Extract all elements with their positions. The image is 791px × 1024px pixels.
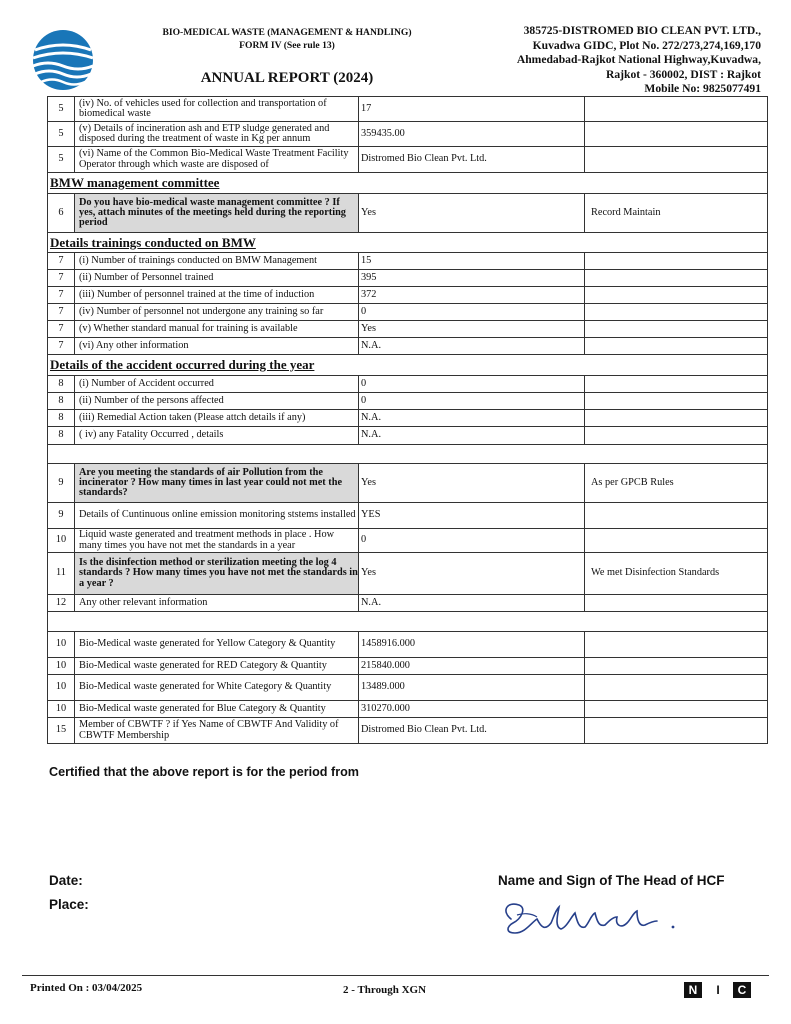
section-heading-bmw-committee: BMW management committee [47,173,768,194]
row-remark [585,427,769,444]
row-question: (vi) Name of the Common Bio-Medical Waste Treatment Facility Operator through which waste are disposed of [75,147,359,172]
row-question: (v) Whether standard manual for training is available [75,321,359,337]
table-spacer-row [47,445,768,464]
row-question: (iii) Remedial Action taken (Please attch details if any) [75,410,359,426]
row-remark [585,304,769,320]
section-heading-accident: Details of the accident occurred during the year [47,355,768,376]
table-row [47,194,768,233]
row-number: 10 [48,658,75,674]
org-logo [22,28,104,92]
row-remark [585,122,769,146]
row-question: Liquid waste generated and treatment methods in place . How many times you have not met the standards in a year [75,529,359,552]
row-question: (v) Details of incineration ash and ETP sludge generated and disposed during the treatment of waste in Kg per annum [75,122,359,146]
row-answer: 1458916.000 [359,632,585,657]
row-question: (iii) Number of personnel trained at the time of induction [75,287,359,303]
company-address-line: Rajkot - 360002, DIST : Rajkot [605,67,761,81]
row-number: 8 [48,427,75,444]
row-number: 15 [48,718,75,743]
row-number: 12 [48,595,75,611]
row-question: Bio-Medical waste generated for Blue Category & Quantity [75,701,359,717]
table-row [47,96,768,122]
row-remark: Record Maintain [591,206,661,218]
row-remark [585,718,769,743]
row-remark [585,97,769,121]
row-number: 10 [48,529,75,552]
table-row [47,529,768,553]
row-remark [585,595,769,611]
row-remark [585,321,769,337]
table-row [47,270,768,287]
row-remark [585,701,769,717]
report-title: ANNUAL REPORT (2024) [200,70,374,86]
row-remark: As per GPCB Rules [591,476,674,488]
nic-logo-letter: I [716,983,720,997]
row-number: 9 [48,503,75,528]
row-number: 10 [48,701,75,717]
row-question: (ii) Number of the persons affected [75,393,359,409]
company-address [461,24,761,97]
row-answer: 0 [359,393,585,409]
row-answer: 15 [359,253,585,269]
date-label: Date: [49,873,83,888]
table-row [47,595,768,612]
printed-on-date: Printed On : 03/04/2025 [30,982,143,994]
table-row [47,321,768,338]
company-address-line: Ahmedabad-Rajkot National Highway,Kuvadwa, [516,53,761,66]
row-number: 7 [48,253,75,269]
row-answer: N.A. [359,338,585,354]
row-remark [585,503,769,528]
row-answer: 17 [359,97,585,121]
row-answer: 395 [359,270,585,286]
row-number: 7 [48,270,75,286]
row-remark [585,658,769,674]
table-row [47,253,768,270]
row-answer: 0 [359,304,585,320]
row-answer: Distromed Bio Clean Pvt. Ltd. [359,718,585,743]
row-remark [585,376,769,392]
row-answer: N.A. [359,410,585,426]
row-answer: 0 [359,376,585,392]
row-number: 11 [48,553,75,594]
row-number: 5 [48,122,75,146]
row-answer: 215840.000 [359,658,585,674]
table-spacer-row [47,612,768,632]
row-question: Any other relevant information [75,595,359,611]
row-question: Are you meeting the standards of air Pollution from the incinerator ? How many times in last year could not met the standards? [75,464,359,502]
table-row [47,658,768,675]
table-row [47,718,768,744]
report-table [47,96,769,746]
row-question: Bio-Medical waste generated for RED Category & Quantity [75,658,359,674]
row-question: (i) Number of trainings conducted on BMW Management [75,253,359,269]
row-remark [585,270,769,286]
table-row [47,122,768,147]
row-remark [585,410,769,426]
row-remark [585,529,769,552]
row-number: 7 [48,321,75,337]
table-row [47,427,768,445]
row-remark [585,632,769,657]
row-question: Do you have bio-medical waste management committee ? If yes, attach minutes of the meetings held during the reporting period [75,194,359,232]
table-row [47,147,768,173]
row-question: (iv) No. of vehicles used for collection and transportation of biomedical waste [75,97,359,121]
row-answer: Yes [359,464,585,502]
table-row [47,376,768,393]
page-number: 2 - Through XGN [343,984,427,996]
table-row [47,464,768,503]
certification-text: Certified that the above report is for the period from [49,765,359,779]
row-answer: N.A. [359,595,585,611]
row-remark: We met Disinfection Standards [591,567,720,579]
row-question: Member of CBWTF ? if Yes Name of CBWTF And Validity of CBWTF Membership [75,718,359,743]
row-answer: 359435.00 [359,122,585,146]
place-label: Place: [49,897,89,912]
row-answer: N.A. [359,427,585,444]
row-question: (i) Number of Accident occurred [75,376,359,392]
table-row [47,701,768,718]
signature-label: Name and Sign of The Head of HCF [498,873,725,888]
row-question: (vi) Any other information [75,338,359,354]
row-number: 10 [48,632,75,657]
row-answer: 13489.000 [359,675,585,700]
row-question: Details of Cuntinuous online emission monitoring ststems installed [75,503,359,528]
section-heading-trainings: Details trainings conducted on BMW [47,233,768,253]
row-answer: Yes [359,321,585,337]
row-answer: 0 [359,529,585,552]
row-number: 7 [48,287,75,303]
table-row [47,304,768,321]
table-row [47,675,768,701]
row-answer: 310270.000 [359,701,585,717]
table-row [47,393,768,410]
handwritten-signature [497,897,687,941]
row-number: 5 [48,147,75,172]
company-mobile: Mobile No: 9825077491 [644,82,761,95]
row-remark [585,393,769,409]
form-heading-line2: FORM IV (See rule 13) [239,40,335,51]
row-remark [585,253,769,269]
row-answer: Distromed Bio Clean Pvt. Ltd. [359,147,585,172]
nic-logo-letter: N [684,982,702,998]
row-answer: Yes [359,553,585,594]
row-remark [585,147,769,172]
form-heading [102,26,472,52]
row-number: 7 [48,304,75,320]
row-number: 9 [48,464,75,502]
company-address-line: Kuvadwa GIDC, Plot No. 272/273,274,169,170 [532,38,761,52]
row-number: 6 [48,194,75,232]
row-answer: Yes [359,194,585,232]
row-question: ( iv) any Fatality Occurred , details [75,427,359,444]
table-row [47,287,768,304]
table-row [47,632,768,658]
table-row [47,410,768,427]
row-number: 8 [48,376,75,392]
row-question: Bio-Medical waste generated for White Category & Quantity [75,675,359,700]
row-remark [585,287,769,303]
form-heading-line1: BIO-MEDICAL WASTE (MANAGEMENT & HANDLING) [162,27,412,38]
nic-logo-letter: C [733,982,751,998]
table-row [47,553,768,595]
row-question: (ii) Number of Personnel trained [75,270,359,286]
company-name: 385725-DISTROMED BIO CLEAN PVT. LTD., [523,24,761,37]
row-number: 8 [48,410,75,426]
row-question: Bio-Medical waste generated for Yellow Category & Quantity [75,632,359,657]
table-row [47,503,768,529]
row-remark [585,338,769,354]
row-number: 5 [48,97,75,121]
row-answer: 372 [359,287,585,303]
row-number: 7 [48,338,75,354]
row-question: Is the disinfection method or sterilization meeting the log 4 standards ? How many times you have not met the standards in a year ? [75,553,359,594]
row-number: 8 [48,393,75,409]
row-remark [585,675,769,700]
row-number: 10 [48,675,75,700]
table-row [47,338,768,355]
row-question: (iv) Number of personnel not undergone any training so far [75,304,359,320]
row-answer: YES [359,503,585,528]
